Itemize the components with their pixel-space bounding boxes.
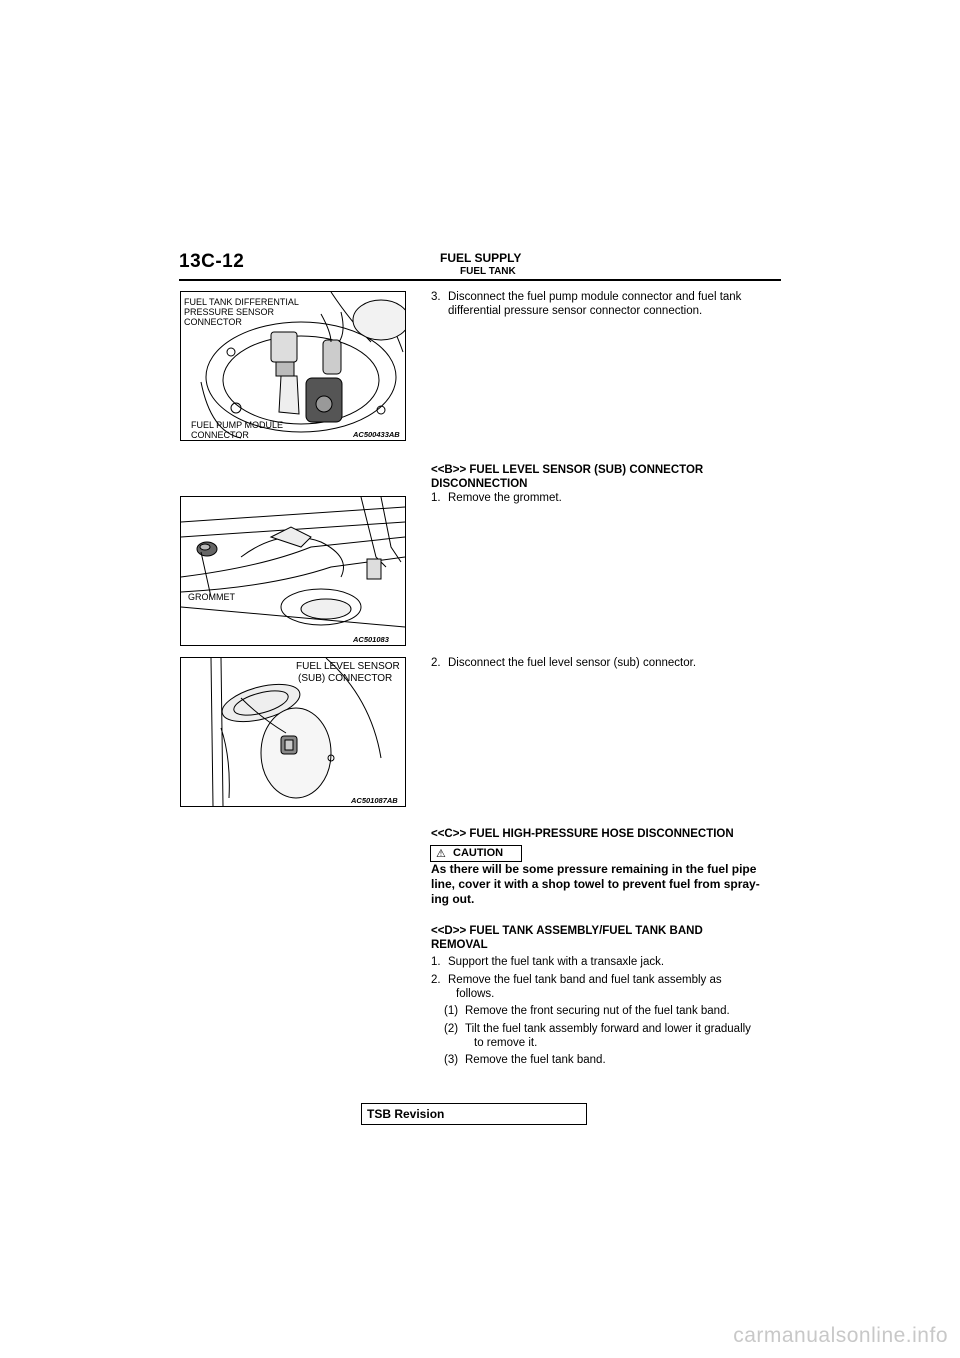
fig3-id: AC501087AB — [351, 796, 398, 805]
heading-b-line1: <<B>> FUEL LEVEL SENSOR (SUB) CONNECTOR — [431, 464, 704, 476]
caution-text — [431, 862, 781, 907]
fig1-label-line2: PRESSURE SENSOR — [184, 307, 275, 317]
fig1-label2-line2: CONNECTOR — [191, 430, 249, 440]
header-rule — [179, 279, 781, 281]
step-a3-number: 3. — [431, 291, 441, 303]
fig1-label2-line1: FUEL PUMP MODULE — [191, 420, 284, 430]
step-d2-line1: Remove the fuel tank band and fuel tank assembly as — [448, 974, 722, 986]
step-d2 — [431, 973, 781, 1001]
caution-line1: As there will be some pressure remaining in the fuel pipe — [431, 862, 757, 876]
step-b2 — [431, 656, 781, 670]
step-b2-text: Disconnect the fuel level sensor (sub) connector. — [448, 657, 697, 669]
step-a3-line2: differential pressure sensor connector connection. — [448, 305, 703, 317]
heading-b-line2: DISCONNECTION — [431, 478, 528, 490]
caution-label: CAUTION — [453, 847, 504, 859]
step-b2-number: 2. — [431, 657, 441, 669]
step-d2a-number: (1) — [444, 1005, 459, 1017]
step-a3-line1: Disconnect the fuel pump module connector and fuel tank — [448, 291, 742, 303]
step-d2c-text: Remove the fuel tank band. — [465, 1054, 606, 1066]
heading-d-line1: <<D>> FUEL TANK ASSEMBLY/FUEL TANK BAND — [431, 925, 703, 937]
heading-d — [431, 924, 781, 952]
step-d2b — [444, 1022, 781, 1050]
caution-box — [430, 845, 522, 862]
fig3-label-line1: FUEL LEVEL SENSOR — [296, 661, 400, 672]
step-d2b-line1: Tilt the fuel tank assembly forward and lower it gradually — [465, 1023, 751, 1035]
step-d2-number: 2. — [431, 974, 441, 986]
step-d2c-number: (3) — [444, 1054, 459, 1066]
step-d1 — [431, 955, 781, 969]
fig1-label-line1: FUEL TANK DIFFERENTIAL — [184, 297, 299, 307]
heading-d-line2: REMOVAL — [431, 939, 488, 951]
figure-fuel-pump-connector — [180, 291, 406, 441]
step-d2c — [444, 1053, 781, 1067]
step-d2-line2: follows. — [456, 988, 495, 1000]
step-b1 — [431, 491, 781, 505]
step-d1-text: Support the fuel tank with a transaxle jack. — [448, 956, 665, 968]
caution-line3: ing out. — [431, 892, 475, 906]
fig2-id: AC501083 — [353, 635, 389, 644]
watermark: carmanualsonline.info — [733, 1324, 948, 1347]
fig3-label-line2: (SUB) CONNECTOR — [298, 673, 393, 684]
page-number: 13C-12 — [179, 251, 245, 272]
caution-line2: line, cover it with a shop towel to prevent fuel from spray- — [431, 877, 760, 891]
step-d2a — [444, 1004, 781, 1018]
warning-triangle-icon: ⚠ — [436, 848, 446, 860]
step-d2a-text: Remove the front securing nut of the fuel tank band. — [465, 1005, 730, 1017]
figure-grommet — [180, 496, 406, 646]
heading-b — [431, 463, 781, 491]
fig1-label-line3: CONNECTOR — [184, 317, 242, 327]
step-a3 — [431, 290, 781, 318]
section-title: FUEL SUPPLY — [440, 251, 522, 265]
tsb-revision-box — [361, 1103, 587, 1125]
step-b1-number: 1. — [431, 492, 441, 504]
fig2-label: GROMMET — [188, 592, 235, 602]
step-b1-text: Remove the grommet. — [448, 492, 562, 504]
figure-fuel-level-sensor — [180, 657, 406, 807]
heading-c: <<C>> FUEL HIGH-PRESSURE HOSE DISCONNECTION — [431, 828, 734, 840]
step-d1-number: 1. — [431, 956, 441, 968]
figure-grommet-illustration — [181, 497, 405, 645]
subsection-title: FUEL TANK — [460, 266, 516, 277]
step-d2b-number: (2) — [444, 1023, 459, 1035]
fig1-id: AC500433AB — [353, 430, 400, 439]
tsb-revision-label: TSB Revision — [367, 1107, 445, 1121]
step-d2b-line2: to remove it. — [474, 1037, 538, 1049]
